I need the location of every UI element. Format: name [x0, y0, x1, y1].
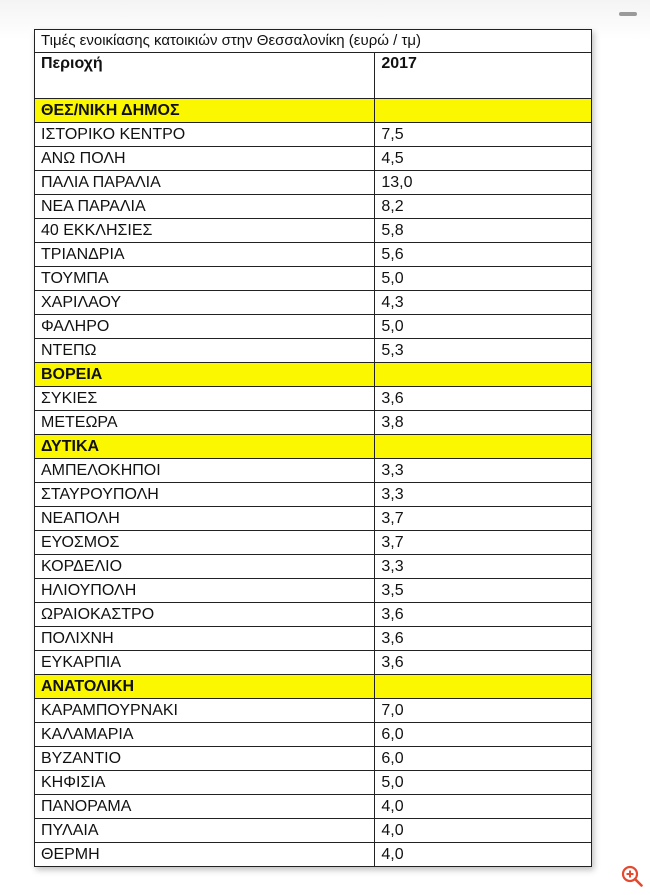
area-cell: ΚΑΡΑΜΠΟΥΡΝΑΚΙ	[35, 699, 375, 723]
area-cell: ΤΡΙΑΝΔΡΙΑ	[35, 243, 375, 267]
table-row	[35, 819, 591, 843]
table-row	[35, 723, 591, 747]
area-cell: ΚΑΛΑΜΑΡΙΑ	[35, 723, 375, 747]
table-row	[35, 603, 591, 627]
section-value-empty	[375, 435, 591, 459]
value-cell: 5,0	[375, 315, 591, 339]
table-row	[35, 195, 591, 219]
area-cell: ΚΟΡΔΕΛΙΟ	[35, 555, 375, 579]
value-cell: 4,3	[375, 291, 591, 315]
table-row	[35, 627, 591, 651]
area-cell: ΤΟΥΜΠΑ	[35, 267, 375, 291]
table-row	[35, 531, 591, 555]
value-cell: 5,3	[375, 339, 591, 363]
value-cell: 4,0	[375, 819, 591, 843]
table-row	[35, 315, 591, 339]
table-row	[35, 699, 591, 723]
area-cell: ΝΕΑ ΠΑΡΑΛΙΑ	[35, 195, 375, 219]
value-cell: 5,0	[375, 267, 591, 291]
section-row	[35, 99, 591, 123]
area-cell: ΩΡΑΙΟΚΑΣΤΡΟ	[35, 603, 375, 627]
value-cell: 3,8	[375, 411, 591, 435]
table-row	[35, 387, 591, 411]
value-cell: 3,6	[375, 603, 591, 627]
table-row	[35, 267, 591, 291]
value-cell: 3,3	[375, 483, 591, 507]
section-name: ΒΟΡΕΙΑ	[35, 363, 375, 387]
area-cell: ΑΜΠΕΛΟΚΗΠΟΙ	[35, 459, 375, 483]
header-area: Περιοχή	[35, 53, 375, 99]
table-row	[35, 411, 591, 435]
value-cell: 5,6	[375, 243, 591, 267]
area-cell: ΑΝΩ ΠΟΛΗ	[35, 147, 375, 171]
value-cell: 5,0	[375, 771, 591, 795]
value-cell: 3,5	[375, 579, 591, 603]
table-row	[35, 171, 591, 195]
area-cell: 40 ΕΚΚΛΗΣΙΕΣ	[35, 219, 375, 243]
area-cell: ΕΥΟΣΜΟΣ	[35, 531, 375, 555]
area-cell: ΒΥΖΑΝΤΙΟ	[35, 747, 375, 771]
area-cell: ΙΣΤΟΡΙΚΟ ΚΕΝΤΡΟ	[35, 123, 375, 147]
table-row	[35, 579, 591, 603]
area-cell: ΘΕΡΜΗ	[35, 843, 375, 867]
section-name: ΔΥΤΙΚΑ	[35, 435, 375, 459]
value-cell: 8,2	[375, 195, 591, 219]
area-cell: ΕΥΚΑΡΠΙΑ	[35, 651, 375, 675]
value-cell: 7,0	[375, 699, 591, 723]
table-row	[35, 507, 591, 531]
area-cell: ΝΕΑΠΟΛΗ	[35, 507, 375, 531]
value-cell: 3,6	[375, 387, 591, 411]
value-cell: 7,5	[375, 123, 591, 147]
section-name: ΑΝΑΤΟΛΙΚΗ	[35, 675, 375, 699]
header-year: 2017	[375, 53, 591, 99]
value-cell: 3,3	[375, 459, 591, 483]
value-cell: 13,0	[375, 171, 591, 195]
value-cell: 3,6	[375, 651, 591, 675]
value-cell: 3,3	[375, 555, 591, 579]
scroll-indicator[interactable]	[619, 12, 637, 16]
section-value-empty	[375, 99, 591, 123]
table-row	[35, 795, 591, 819]
value-cell: 6,0	[375, 747, 591, 771]
table-row	[35, 459, 591, 483]
table-row	[35, 123, 591, 147]
table-row	[35, 219, 591, 243]
table-row	[35, 555, 591, 579]
value-cell: 4,5	[375, 147, 591, 171]
section-row	[35, 675, 591, 699]
table-row	[35, 291, 591, 315]
header-row	[35, 53, 591, 99]
area-cell: ΝΤΕΠΩ	[35, 339, 375, 363]
table-row	[35, 243, 591, 267]
area-cell: ΚΗΦΙΣΙΑ	[35, 771, 375, 795]
area-cell: ΠΟΛΙΧΝΗ	[35, 627, 375, 651]
section-value-empty	[375, 675, 591, 699]
value-cell: 3,6	[375, 627, 591, 651]
value-cell: 5,8	[375, 219, 591, 243]
table-row	[35, 843, 591, 867]
rent-grid	[35, 53, 591, 866]
area-cell: ΣΤΑΥΡΟΥΠΟΛΗ	[35, 483, 375, 507]
table-row	[35, 771, 591, 795]
area-cell: ΠΥΛΑΙΑ	[35, 819, 375, 843]
table-title: Τιμές ενοικίασης κατοικιών στην Θεσσαλονίκη (ευρώ / τμ)	[35, 30, 591, 53]
area-cell: ΠΑΝΟΡΑΜΑ	[35, 795, 375, 819]
section-row	[35, 363, 591, 387]
area-cell: ΜΕΤΕΩΡΑ	[35, 411, 375, 435]
section-value-empty	[375, 363, 591, 387]
area-cell: ΦΑΛΗΡΟ	[35, 315, 375, 339]
value-cell: 4,0	[375, 843, 591, 867]
table-row	[35, 651, 591, 675]
section-row	[35, 435, 591, 459]
area-cell: ΠΑΛΙΑ ΠΑΡΑΛΙΑ	[35, 171, 375, 195]
value-cell: 3,7	[375, 507, 591, 531]
rent-table	[34, 29, 592, 867]
value-cell: 4,0	[375, 795, 591, 819]
area-cell: ΣΥΚΙΕΣ	[35, 387, 375, 411]
section-name: ΘΕΣ/ΝΙΚΗ ΔΗΜΟΣ	[35, 99, 375, 123]
value-cell: 6,0	[375, 723, 591, 747]
value-cell: 3,7	[375, 531, 591, 555]
area-cell: ΧΑΡΙΛΑΟΥ	[35, 291, 375, 315]
table-row	[35, 339, 591, 363]
table-row	[35, 747, 591, 771]
zoom-in-icon[interactable]	[620, 864, 644, 888]
table-row	[35, 147, 591, 171]
area-cell: ΗΛΙΟΥΠΟΛΗ	[35, 579, 375, 603]
table-row	[35, 483, 591, 507]
